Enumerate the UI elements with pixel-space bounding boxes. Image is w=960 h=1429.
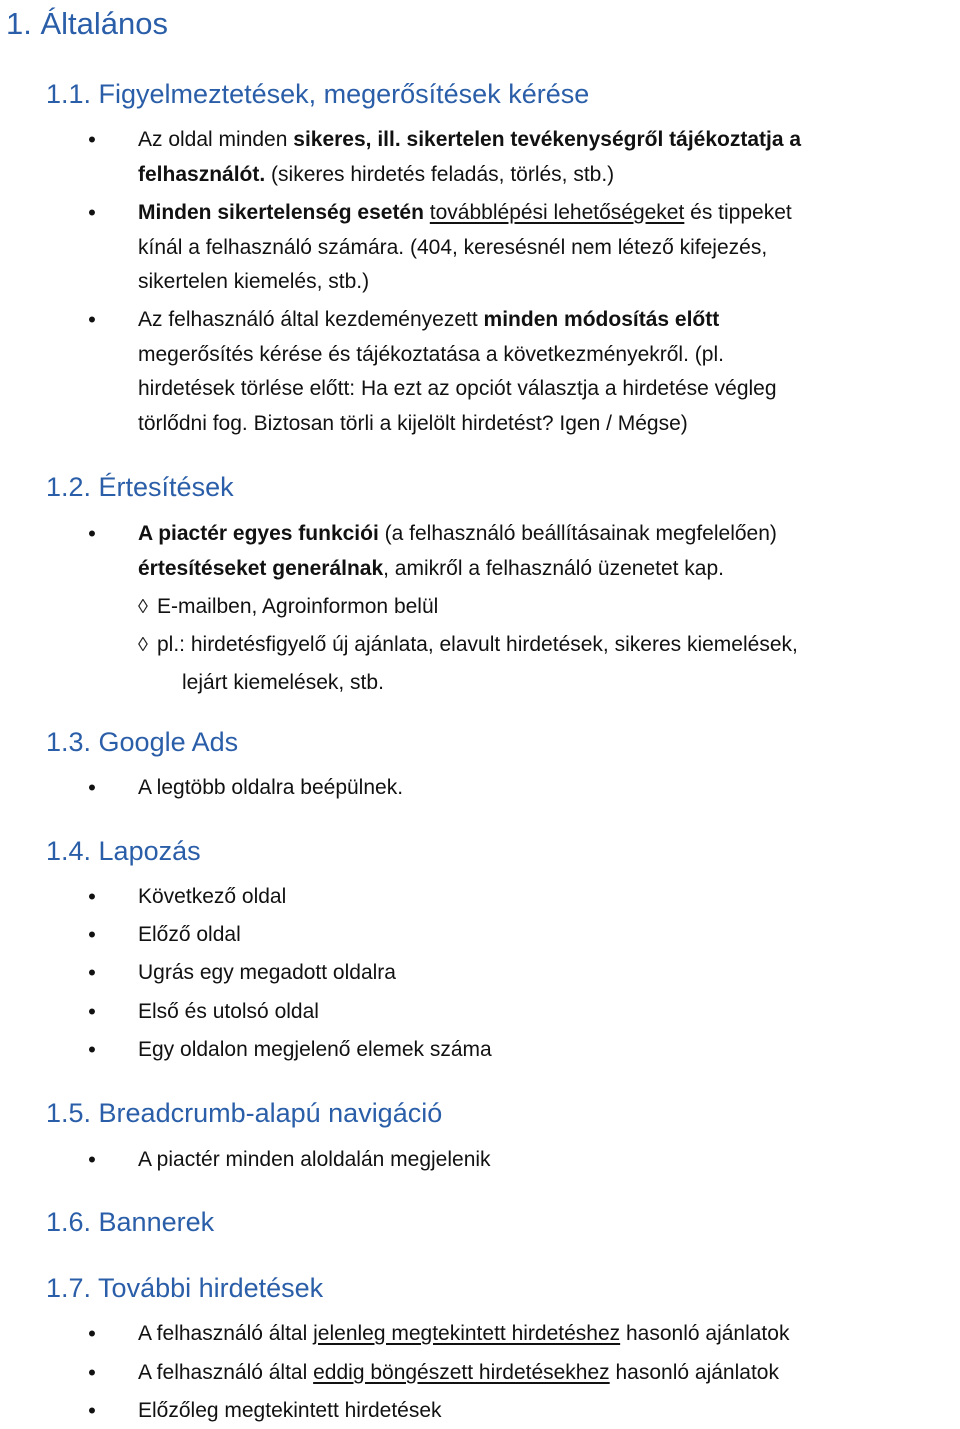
list-item — [88, 1317, 953, 1352]
text-run: A felhasználó által — [138, 1322, 314, 1345]
text-run: Első és utolsó oldal — [138, 1000, 319, 1023]
section-heading: 1.5. Breadcrumb-alapú navigáció — [46, 1098, 443, 1128]
list-item-line — [138, 880, 953, 915]
bullet-icon: • — [88, 521, 96, 546]
list-item-line — [138, 552, 953, 587]
sub-list-item-line — [138, 588, 953, 626]
bullet-icon: • — [88, 1037, 96, 1062]
text-run: (a felhasználó beállításainak megfelelően) — [378, 522, 777, 545]
list-item-line — [138, 196, 953, 231]
list-item — [88, 1033, 953, 1068]
bullet-icon: • — [88, 200, 96, 225]
diamond-icon: ◊ — [138, 596, 148, 618]
list-item — [88, 196, 953, 300]
list-item-line — [138, 123, 953, 158]
text-run: Előzőleg megtekintett hirdetések — [138, 1399, 442, 1422]
text-run: sikertelen kiemelés, stb.) — [138, 270, 370, 293]
text-run: lejárt kiemelések, stb. — [182, 671, 384, 694]
text-run: hasonló ajánlatok — [609, 1361, 779, 1384]
sub-list-item-line — [138, 664, 953, 701]
text-run: A felhasználó által — [138, 1361, 314, 1384]
list-item — [88, 918, 953, 953]
list-item — [88, 1356, 953, 1391]
sub-list-item-line — [138, 626, 953, 664]
bold-text: felhasználót. — [138, 162, 266, 186]
text-run: A piactér minden aloldalán megjelenik — [138, 1148, 491, 1171]
bold-text: A piactér egyes funkciói — [138, 522, 379, 545]
section-heading: 1.6. Bannerek — [46, 1207, 215, 1237]
diamond-icon: ◊ — [138, 634, 148, 656]
list-item — [88, 956, 953, 991]
list-item-line — [138, 338, 953, 373]
bold-text: sikeres, ill. sikertelen tevékenységről tájékoztatja a — [293, 128, 802, 151]
bullet-icon: • — [88, 1360, 96, 1385]
list-item-line — [138, 1317, 953, 1352]
text-run: pl.: hirdetésfigyelő új ajánlata, elavult hirdetések, sikeres kiemelések, — [157, 633, 798, 656]
text-run: Előző oldal — [138, 923, 241, 946]
underlined-text: továbblépési lehetőségeket — [429, 201, 685, 224]
section-heading: 1.3. Google Ads — [46, 727, 239, 757]
bullet-icon: • — [88, 775, 96, 800]
list-item-line — [138, 265, 953, 300]
list-item-line — [138, 1356, 953, 1391]
sub-list-item — [138, 588, 953, 626]
list-item-line — [138, 1394, 953, 1429]
list-item-line — [138, 158, 953, 193]
text-run: Az felhasználó által kezdeményezett — [138, 308, 484, 331]
text-run: (sikeres hirdetés feladás, törlés, stb.) — [265, 162, 615, 186]
list-item-line — [138, 956, 953, 991]
list-item — [88, 1143, 953, 1178]
section-heading: 1.7. További hirdetések — [46, 1273, 324, 1303]
list-item — [88, 771, 953, 806]
bullet-icon: • — [88, 1398, 96, 1423]
list-item — [88, 303, 953, 441]
bullet-icon: • — [88, 1321, 96, 1346]
text-run: Ugrás egy megadott oldalra — [138, 961, 396, 984]
list-item — [88, 1394, 953, 1429]
list-item-line — [138, 517, 953, 552]
underlined-text: eddig böngészett hirdetésekhez — [313, 1361, 610, 1384]
underlined-text: jelenleg megtekintett hirdetéshez — [313, 1322, 621, 1345]
bold-text: értesítéseket generálnak — [138, 556, 384, 580]
text-run: hirdetések törlése előtt: Ha ezt az opciót választja a hirdetése végleg — [138, 377, 777, 400]
bold-text: minden módosítás előtt — [483, 308, 720, 331]
text-run: megerősítés kérése és tájékoztatása a következményekről. (pl. — [138, 342, 724, 366]
list-item — [88, 123, 953, 192]
text-run: Következő oldal — [138, 885, 287, 908]
bullet-icon: • — [88, 960, 96, 985]
list-item-line — [138, 372, 953, 407]
bullet-icon: • — [88, 1147, 96, 1172]
section-heading: 1.4. Lapozás — [46, 836, 201, 866]
bullet-icon: • — [88, 884, 96, 909]
list-item-line — [138, 995, 953, 1030]
text-run: kínál a felhasználó számára. (404, keresésnél nem létező kifejezés, — [138, 235, 768, 259]
bullet-icon: • — [88, 307, 96, 332]
bold-text: Minden sikertelenség esetén — [138, 201, 424, 224]
list-item-line — [138, 303, 953, 338]
text-run: Az oldal minden — [138, 128, 294, 151]
text-run: A legtöbb oldalra beépülnek. — [138, 776, 404, 799]
list-item — [88, 880, 953, 915]
sub-list-item — [138, 626, 953, 701]
list-item — [88, 517, 953, 586]
bullet-icon: • — [88, 127, 96, 152]
list-item-line — [138, 918, 953, 953]
page-title: 1. Általános — [6, 6, 168, 41]
text-run: E-mailben, Agroinformon belül — [157, 595, 439, 618]
bullet-icon: • — [88, 922, 96, 947]
text-run: Egy oldalon megjelenő elemek száma — [138, 1038, 492, 1061]
list-item-line — [138, 1033, 953, 1068]
list-item-line — [138, 771, 953, 806]
text-run: hasonló ajánlatok — [620, 1322, 790, 1345]
list-item — [88, 995, 953, 1030]
section-heading: 1.2. Értesítések — [46, 472, 234, 502]
section-heading: 1.1. Figyelmeztetések, megerősítések kérése — [46, 79, 590, 109]
bullet-icon: • — [88, 999, 96, 1024]
list-item-line — [138, 1143, 953, 1178]
list-item-line — [138, 231, 953, 266]
text-run: , amikről a felhasználó üzenetet kap. — [383, 556, 725, 580]
text-run: és tippeket — [684, 201, 792, 224]
text-run: törlődni fog. Biztosan törli a kijelölt hirdetést? Igen / Mégse) — [138, 411, 688, 435]
list-item-line — [138, 407, 953, 442]
